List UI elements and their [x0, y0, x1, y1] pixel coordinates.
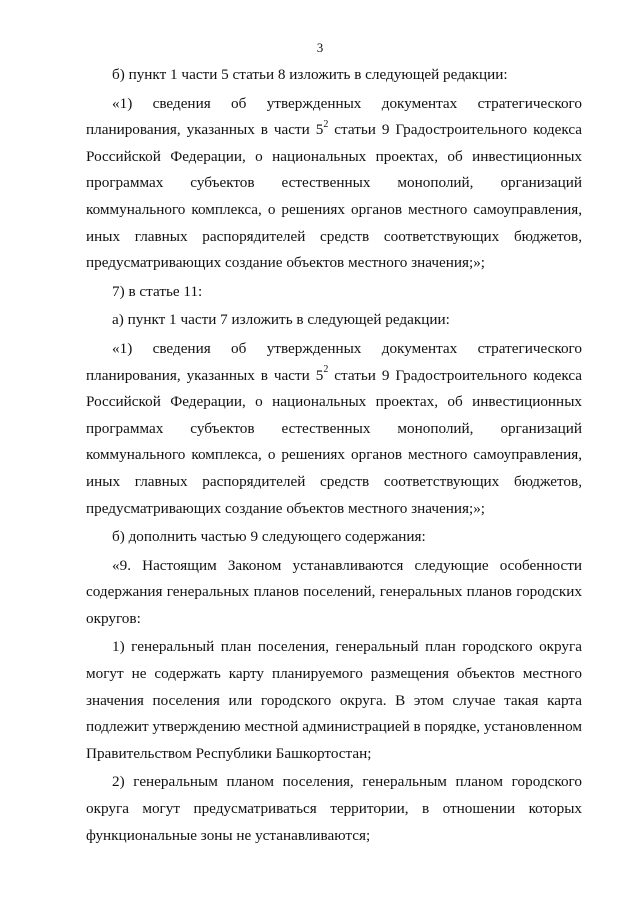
paragraph-amendment-7a: а) пункт 1 части 7 изложить в следующей редакции: [112, 311, 450, 329]
paragraph-quote-item-1-second [86, 336, 582, 522]
paragraph-amendment-6b: б) пункт 1 части 5 статьи 8 изложить в следующей редакции: [112, 66, 508, 83]
page-number: 3 [316, 40, 324, 55]
quote-text-part-1: «1) сведения об утвержденных документах стратегического планирования, указанных в части 5 [86, 94, 582, 139]
paragraph-part-9: «9. Настоящим Законом устанавливаются следующие особенности содержания генеральных планов поселений, генеральных планов городских округов: [86, 556, 582, 627]
paragraph-amendment-7b: б) дополнить частью 9 следующего содержания: [112, 528, 426, 546]
paragraph-item-2: 2) генеральным планом поселения, генеральным планом городского округа могут предусматриваться территории, в отношении которых функциональные зоны не устанавливаются; [86, 773, 582, 844]
paragraph-quote-item-1-first [86, 91, 582, 277]
quote-text-part-1: «1) сведения об утвержденных документах стратегического планирования, указанных в части 5 [86, 339, 582, 384]
document-body [86, 62, 582, 849]
quote-text-part-2: статьи 9 Градостроительного кодекса Российской Федерации, о национальных проектах, об инвестиционных программах субъектов естественных монополий, организаций коммунального комплекса, о решениях органов местного самоуправления, иных главных распорядителей средств соответствующих бюджетов, предусматривающих создание объектов местного значения;»; [86, 121, 582, 272]
superscript-2: 2 [323, 119, 329, 131]
superscript-2: 2 [323, 364, 329, 376]
quote-text-part-2: статьи 9 Градостроительного кодекса Российской Федерации, о национальных проектах, об инвестиционных программах субъектов естественных монополий, организаций коммунального комплекса, о решениях органов местного самоуправления, иных главных распорядителей средств соответствующих бюджетов, предусматривающих создание объектов местного значения;»; [86, 366, 582, 517]
paragraph-amendment-7: 7) в статье 11: [112, 282, 203, 300]
paragraph-item-1: 1) генеральный план поселения, генеральный план городского округа могут не содержать карту планируемого размещения объектов местного значения поселения или городского округа. В этом случае такая карта подлежит утверждению местной администрацией в порядке, установленном Правительством Республики Башкортостан; [86, 638, 582, 762]
